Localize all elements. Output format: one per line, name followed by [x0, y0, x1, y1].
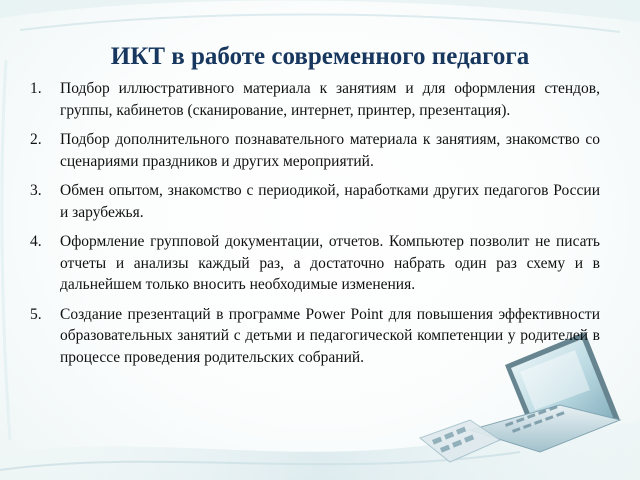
- list-item-number: 4.: [30, 233, 42, 250]
- list-item-number: 5.: [30, 305, 42, 323]
- list-item-text: Создание презентаций в программе Power Point для повышения эффективности образовательных занятий с детьми и педагогической компетенции у родителей в процессе проведения родительских собраний.: [60, 305, 600, 366]
- list-item: [30, 231, 600, 296]
- list-item: [30, 78, 600, 121]
- list-item-text: Подбор иллюстративного материала к занятиям и для оформления стендов, группы, кабинетов (сканирование, интернет, принтер, презентация).: [60, 80, 600, 119]
- list-item-number: 3.: [30, 182, 42, 199]
- list-item-number: 1.: [30, 80, 42, 97]
- list-item: [30, 304, 600, 369]
- list-item: [30, 129, 600, 172]
- list-item-number: 2.: [30, 131, 42, 148]
- list-item-text: Оформление групповой документации, отчетов. Компьютер позволит не писать отчеты и анализы каждый раз, а достаточно набрать один раз схему и в дальнейшем только вносить необходимые изменения.: [60, 233, 600, 293]
- slide-title: ИКТ в работе современного педагога: [110, 43, 530, 70]
- list-item: [30, 180, 600, 223]
- content-list: [30, 78, 600, 376]
- list-item-text: Обмен опытом, знакомство с периодикой, наработками других педагогов России и зарубежья.: [60, 182, 600, 221]
- list-item-text: Подбор дополнительного познавательного материала к занятиям, знакомство со сценариями праздников и других мероприятий.: [60, 131, 600, 170]
